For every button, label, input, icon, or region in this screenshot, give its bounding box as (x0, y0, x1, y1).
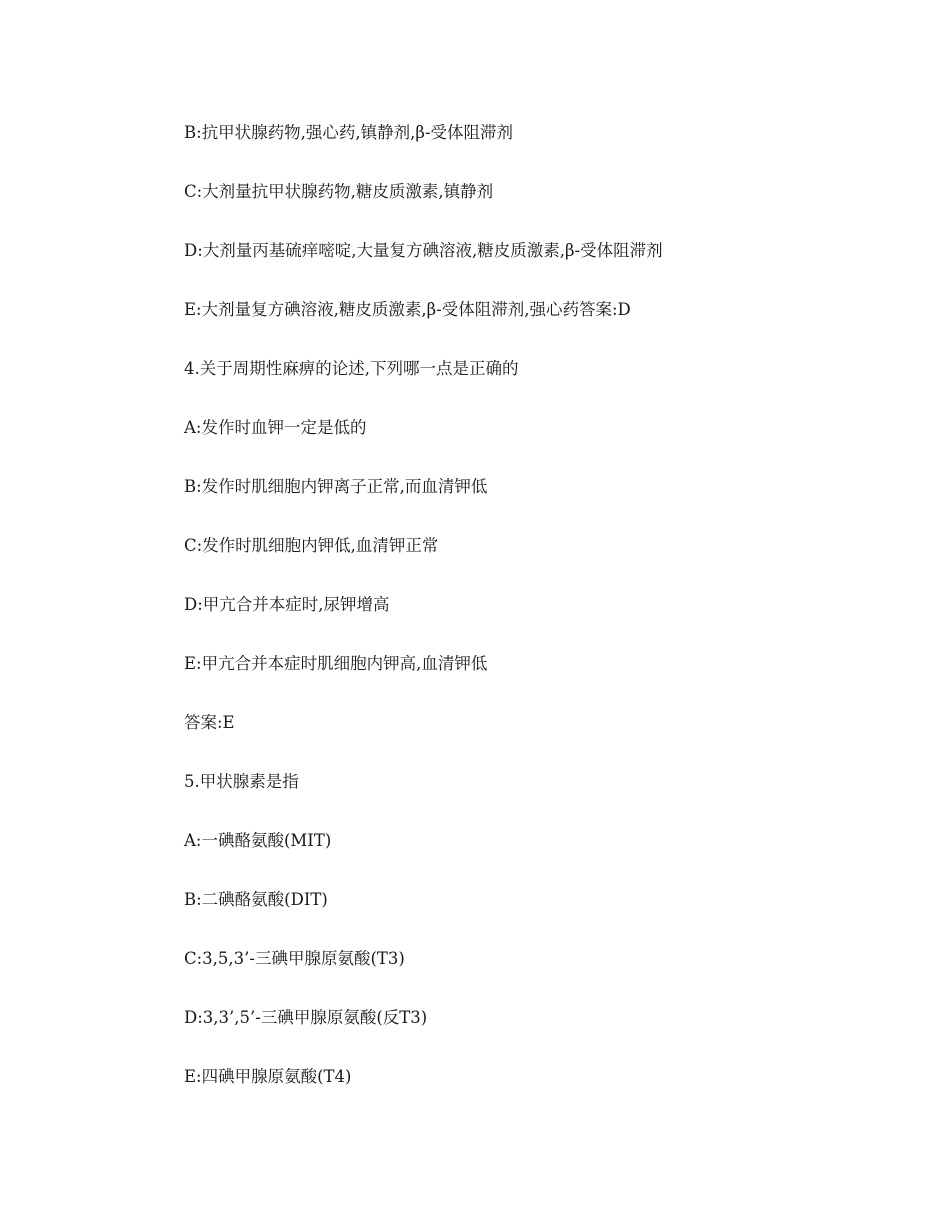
q5-option-c: C:3,5,3’-三碘甲腺原氨酸(T3) (184, 949, 405, 968)
q4-stem: 4.关于周期性麻痹的论述,下列哪一点是正确的 (184, 359, 519, 378)
q4-option-c: C:发作时肌细胞内钾低,血清钾正常 (184, 536, 439, 555)
q5-option-a: A:一碘酪氨酸(MIT) (184, 831, 332, 850)
q3-option-d: D:大剂量丙基硫痒嘧啶,大量复方碘溶液,糖皮质激素,β-受体阻滞剂 (184, 241, 663, 260)
q4-option-e: E:甲亢合并本症时肌细胞内钾高,血清钾低 (184, 654, 488, 673)
q5-option-b: B:二碘酪氨酸(DIT) (184, 890, 328, 909)
q4-answer: 答案:E (184, 713, 235, 732)
q5-stem: 5.甲状腺素是指 (184, 772, 299, 791)
q3-option-e-answer: E:大剂量复方碘溶液,糖皮质激素,β-受体阻滞剂,强心药答案:D (184, 300, 631, 319)
q4-option-d: D:甲亢合并本症时,尿钾增高 (184, 595, 390, 614)
q3-option-b: B:抗甲状腺药物,强心药,镇静剂,β-受体阻滞剂 (184, 123, 514, 142)
q4-option-b: B:发作时肌细胞内钾离子正常,而血清钾低 (184, 477, 488, 496)
q3-option-c: C:大剂量抗甲状腺药物,糖皮质激素,镇静剂 (184, 182, 494, 201)
q4-option-a: A:发作时血钾一定是低的 (184, 418, 367, 437)
q5-option-d: D:3,3’,5’-三碘甲腺原氨酸(反T3) (184, 1008, 428, 1027)
q5-option-e: E:四碘甲腺原氨酸(T4) (184, 1067, 352, 1086)
